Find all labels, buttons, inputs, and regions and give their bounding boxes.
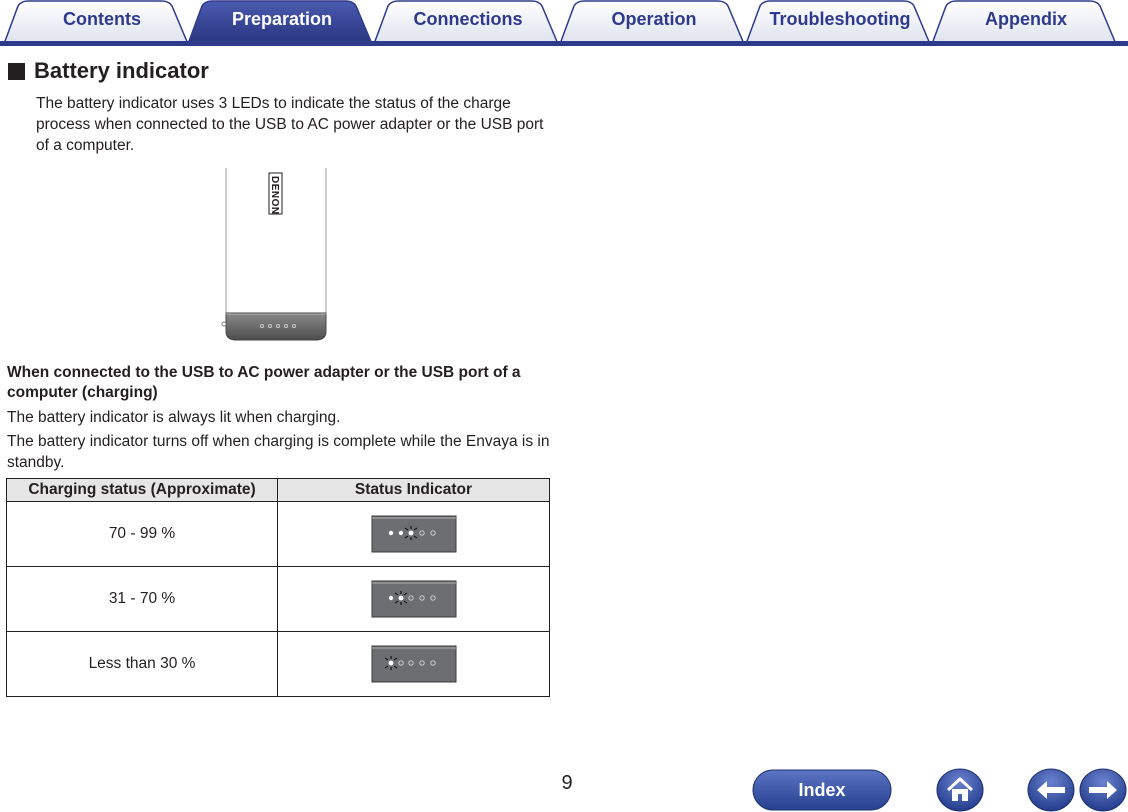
status-cell: Less than 30 % [7, 632, 278, 697]
index-button[interactable] [752, 769, 892, 811]
led-lit [398, 531, 402, 535]
table-row [7, 502, 550, 567]
table-row [7, 567, 550, 632]
section-heading [8, 58, 209, 84]
led-indicator-image [371, 644, 457, 684]
led-indicator-image [371, 579, 457, 619]
intro-paragraph: The battery indicator uses 3 LEDs to indicate the status of the charge process when connected to the USB to AC power adapter or the USB port of a computer. [36, 95, 544, 154]
led-blinking [408, 531, 413, 536]
tab-contents[interactable]: Contents [63, 9, 141, 29]
forward-button[interactable] [1079, 768, 1127, 812]
header-charging-status: Charging status (Approximate) [7, 479, 278, 502]
charging-paragraph-2: The battery indicator turns off when charging is complete while the Envaya is in standby. [7, 433, 550, 471]
device-logo: DENON [269, 176, 280, 215]
header-status-indicator: Status Indicator [278, 479, 550, 502]
led-blinking [398, 596, 403, 601]
status-cell: 31 - 70 % [7, 567, 278, 632]
tab-preparation[interactable]: Preparation [231, 9, 333, 29]
back-button[interactable] [1027, 768, 1075, 812]
led-panel-body [372, 516, 456, 552]
home-button[interactable] [936, 768, 984, 812]
indicator-cell [278, 567, 550, 632]
index-label: Index [798, 780, 846, 800]
charging-status-table [6, 478, 550, 697]
charging-paragraph-1: The battery indicator is always lit when charging. [7, 409, 341, 426]
table-header-row [7, 479, 550, 502]
status-cell: 70 - 99 % [7, 502, 278, 567]
heading-square-icon [8, 63, 25, 80]
speaker-illustration [220, 168, 332, 343]
tab-troubleshooting[interactable]: Troubleshooting [769, 9, 911, 29]
table-row [7, 632, 550, 697]
tab-operation[interactable]: Operation [611, 9, 697, 29]
indicator-cell [278, 502, 550, 567]
led-lit [388, 596, 392, 600]
tab-connections[interactable]: Connections [413, 9, 523, 29]
led-panel-body [372, 581, 456, 617]
led-indicator-image [371, 514, 457, 554]
led-lit [388, 531, 392, 535]
led-panel-body [372, 646, 456, 682]
charging-heading: When connected to the USB to AC power adapter or the USB port of a computer (charging) [7, 364, 521, 401]
tab-appendix[interactable]: Appendix [984, 9, 1067, 29]
tab-bar [0, 0, 1128, 48]
page-number: 9 [561, 772, 573, 794]
section-title: Battery indicator [34, 58, 209, 83]
indicator-cell [278, 632, 550, 697]
led-blinking [388, 661, 393, 666]
